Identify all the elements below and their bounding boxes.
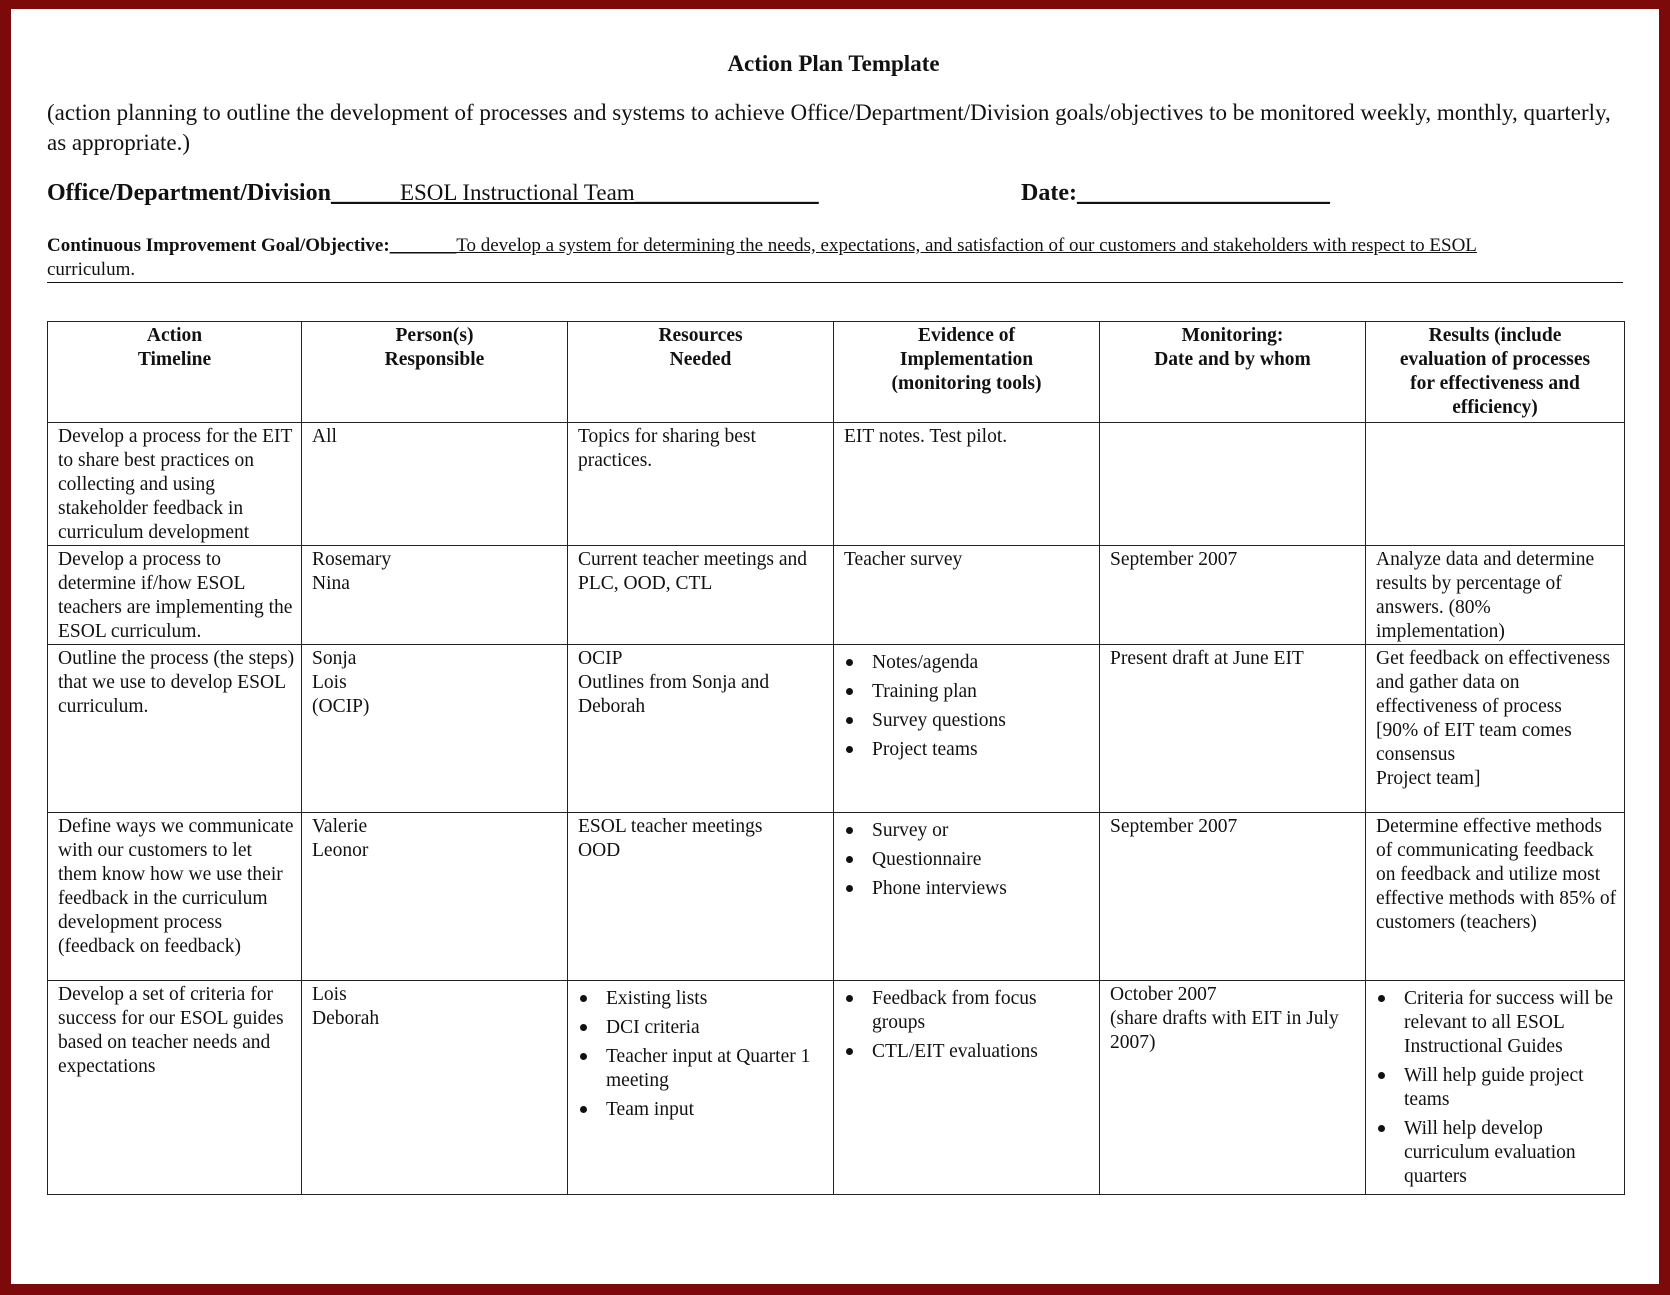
list-item: Survey questions [872,709,1093,733]
action-plan-table [47,321,1625,1195]
list-item: Existing lists [606,987,827,1011]
list-item: Will help develop curriculum evaluation quarters [1404,1117,1618,1189]
cell-action: Develop a process to determine if/how ESOL teachers are implementing the ESOL curriculum. [48,546,302,645]
date-value: ______________________ [1076,180,1330,205]
cell-action: Develop a set of criteria for success for our ESOL guides based on teacher needs and expectations [48,981,302,1195]
cell-persons: Rosemary Nina [302,546,568,645]
cell-evidence: Teacher survey [834,546,1100,645]
header-action-timeline: Action Timeline [48,322,302,423]
office-row [47,180,1623,214]
cell-resources: Current teacher meetings and PLC, OOD, CTL [568,546,834,645]
table-row [48,645,1625,813]
document-intro: (action planning to outline the development of processes and systems to achieve Office/Department/Division goals/objectives to be monitored weekly, monthly, quarterly, as appropriate.) [47,100,1611,155]
office-label: Office/Department/Division [47,180,331,206]
list-item: Will help guide project teams [1404,1064,1618,1112]
cell-action: Outline the process (the steps) that we use to develop ESOL curriculum. [48,645,302,813]
date-label: Date: [1021,180,1077,206]
cell-action: Define ways we communicate with our customers to let them know how we use their feedback in the curriculum development process (feedback on feedback) [48,813,302,981]
goal-text-continued: curriculum. [47,258,1623,283]
evidence-list [844,987,1093,1064]
cell-resources [568,981,834,1195]
cell-resources: OCIP Outlines from Sonja and Deborah [568,645,834,813]
goal-label: Continuous Improvement Goal/Objective: [47,235,390,256]
table-row [48,981,1625,1195]
header-persons-responsible: Person(s) Responsible [302,322,568,423]
list-item: Survey or [872,819,1093,843]
cell-results: Analyze data and determine results by percentage of answers. (80% implementation) [1366,546,1625,645]
cell-persons: Sonja Lois (OCIP) [302,645,568,813]
cell-results [1366,981,1625,1195]
evidence-list [844,651,1093,762]
header-results: Results (include evaluation of processes for effectiveness and efficiency) [1366,322,1625,423]
table-header-row [48,322,1625,423]
list-item: Criteria for success will be relevant to all ESOL Instructional Guides [1404,987,1618,1059]
cell-evidence [834,645,1100,813]
cell-evidence [834,981,1100,1195]
cell-resources: ESOL teacher meetings OOD [568,813,834,981]
cell-results: Determine effective methods of communicating feedback on feedback and utilize most effective methods with 85% of customers (teachers) [1366,813,1625,981]
cell-monitoring: October 2007 (share drafts with EIT in July 2007) [1100,981,1366,1195]
cell-resources: Topics for sharing best practices. [568,423,834,546]
list-item: Notes/agenda [872,651,1093,675]
goal-text: _______To develop a system for determining the needs, expectations, and satisfaction of our customers and stakeholders with respect to ESOL [389,235,1477,256]
cell-monitoring: September 2007 [1100,813,1366,981]
table-row [48,546,1625,645]
table-row [48,423,1625,546]
cell-monitoring: Present draft at June EIT [1100,645,1366,813]
list-item: CTL/EIT evaluations [872,1040,1093,1064]
list-item: Project teams [872,738,1093,762]
header-evidence: Evidence of Implementation (monitoring tools) [834,322,1100,423]
results-list [1376,987,1618,1189]
cell-results: Get feedback on effectiveness and gather data on effectiveness of process [90% of EIT team comes consensus Project team] [1366,645,1625,813]
list-item: Questionnaire [872,848,1093,872]
resources-list [578,987,827,1122]
list-item: DCI criteria [606,1016,827,1040]
goal-objective [47,234,1623,283]
cell-persons: Lois Deborah [302,981,568,1195]
cell-evidence [834,813,1100,981]
list-item: Team input [606,1098,827,1122]
document-title: Action Plan Template [727,51,940,76]
evidence-list [844,819,1093,901]
date-block [1021,180,1330,207]
header-resources-needed: Resources Needed [568,322,834,423]
header-monitoring: Monitoring: Date and by whom [1100,322,1366,423]
office-value: ______ESOL Instructional Team________________ [330,180,819,205]
cell-persons: All [302,423,568,546]
list-item: Feedback from focus groups [872,987,1093,1035]
cell-results [1366,423,1625,546]
cell-monitoring: September 2007 [1100,546,1366,645]
list-item: Teacher input at Quarter 1 meeting [606,1045,827,1093]
cell-persons: Valerie Leonor [302,813,568,981]
table-row [48,813,1625,981]
list-item: Training plan [872,680,1093,704]
cell-monitoring [1100,423,1366,546]
list-item: Phone interviews [872,877,1093,901]
cell-action: Develop a process for the EIT to share best practices on collecting and using stakeholder feedback in curriculum development [48,423,302,546]
cell-evidence: EIT notes. Test pilot. [834,423,1100,546]
document-page [47,44,1623,1187]
